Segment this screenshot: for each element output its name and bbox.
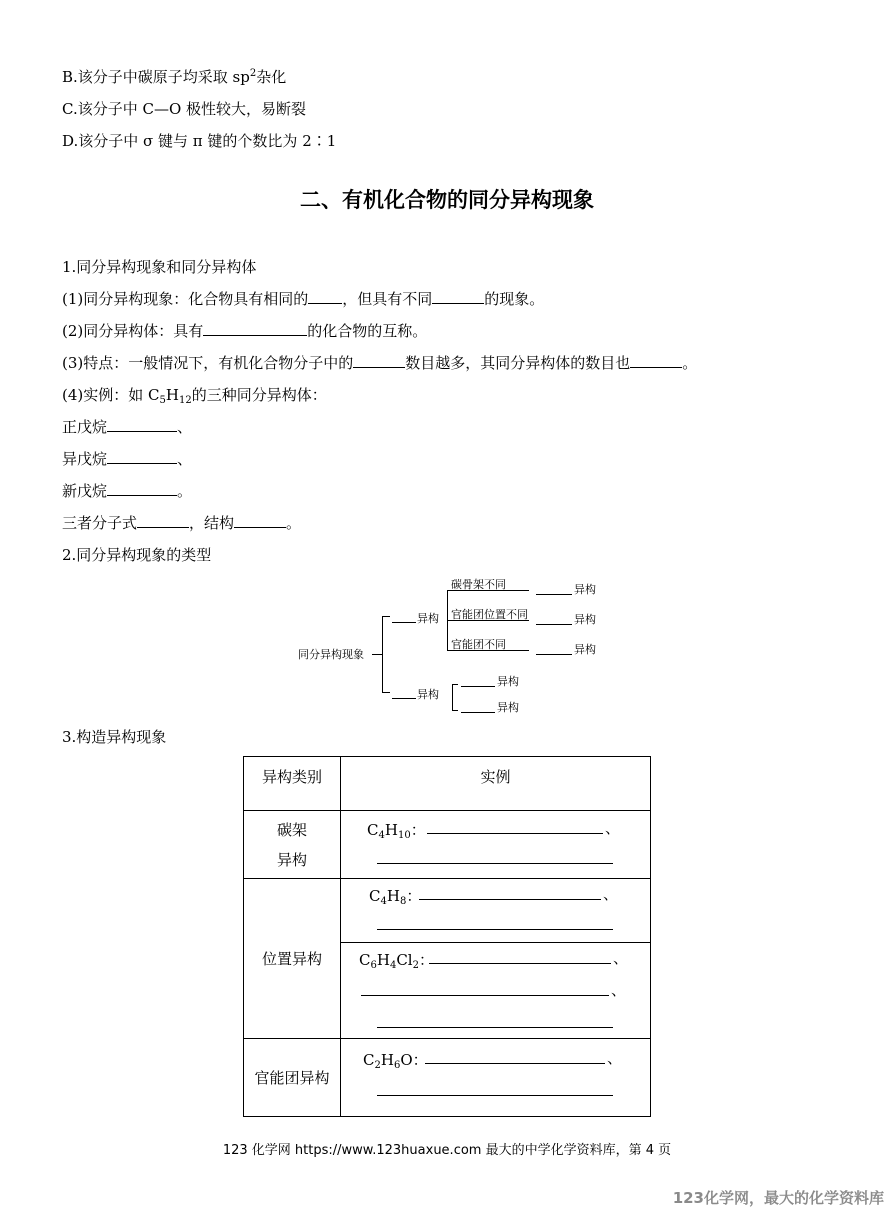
page-footer: 123 化学网 https://www.123huaxue.com 最大的中学化学资料库，第 4 页 [222, 1143, 672, 1158]
section-title: 二、有机化合物的同分异构现象 [300, 188, 594, 212]
header-category: 异构类别 [244, 757, 341, 811]
header-example: 实例 [341, 757, 651, 811]
branch3-yigou: 异构 [574, 643, 596, 656]
watermark: 123化学网，最大的化学资料库 [672, 1189, 884, 1207]
cat-position: 位置异构 [244, 879, 341, 1039]
cat-carbon-skeleton: 碳架 异构 [244, 811, 341, 879]
part1-line1: (1)同分异构现象：化合物具有相同的 ，但具有不同 的现象。 [62, 290, 545, 308]
diagram-root: 同分异构现象 [298, 648, 364, 661]
lower2-yigou: 异构 [497, 701, 519, 714]
option-c: C.该分子中 C—O 极性较大，易断裂 [62, 100, 307, 118]
part1-line2: (2)同分异构体：具有 的化合物的互称。 [62, 322, 428, 340]
example-c2h6o: $C_2H_6O$： 、 [341, 1039, 651, 1117]
pentane-iso: 异戊烷 、 [62, 450, 193, 468]
branch1-yigou: 异构 [574, 583, 596, 596]
cat-functional-group: 官能团异构 [244, 1039, 341, 1117]
part2-heading: 2.同分异构现象的类型 [62, 546, 212, 564]
part3-heading: 3.构造异构现象 [62, 728, 167, 746]
diagram-lower-label: 异构 [417, 688, 439, 701]
option-b: B.该分子中碳原子均采取 $sp^2$杂化 [62, 68, 287, 86]
pentane-neo: 新戊烷 。 [62, 482, 193, 500]
diagram-upper-label: 异构 [417, 612, 439, 625]
example-c6h4cl2: $C_6H_4Cl_2$： 、 、 [341, 943, 651, 1039]
part1-line3: (3)特点：一般情况下，有机化合物分子中的 数目越多，其同分异构体的数目也 。 [62, 354, 698, 372]
part1-line4: (4)实例：如 $C_5H_{12}$的三种同分异构体： [62, 386, 327, 406]
structural-isomer-table [243, 756, 651, 1117]
branch2-yigou: 异构 [574, 613, 596, 626]
option-d: D.该分子中 σ 键与 π 键的个数比为 2∶1 [62, 132, 337, 150]
branch-group-position: 官能团位置不同 [451, 608, 528, 621]
part1-summary: 三者分子式 ，结构 。 [62, 514, 302, 532]
pentane-n: 正戊烷 、 [62, 418, 193, 436]
branch-carbon-skeleton: 碳骨架不同 [451, 578, 506, 591]
part1-heading: 1.同分异构现象和同分异构体 [62, 258, 257, 276]
lower1-yigou: 异构 [497, 675, 519, 688]
example-c4h10: $C_4H_{10}$： 、 [341, 811, 651, 879]
branch-group-type: 官能团不同 [451, 638, 506, 651]
example-c4h8: $C_4H_8$： 、 [341, 879, 651, 943]
